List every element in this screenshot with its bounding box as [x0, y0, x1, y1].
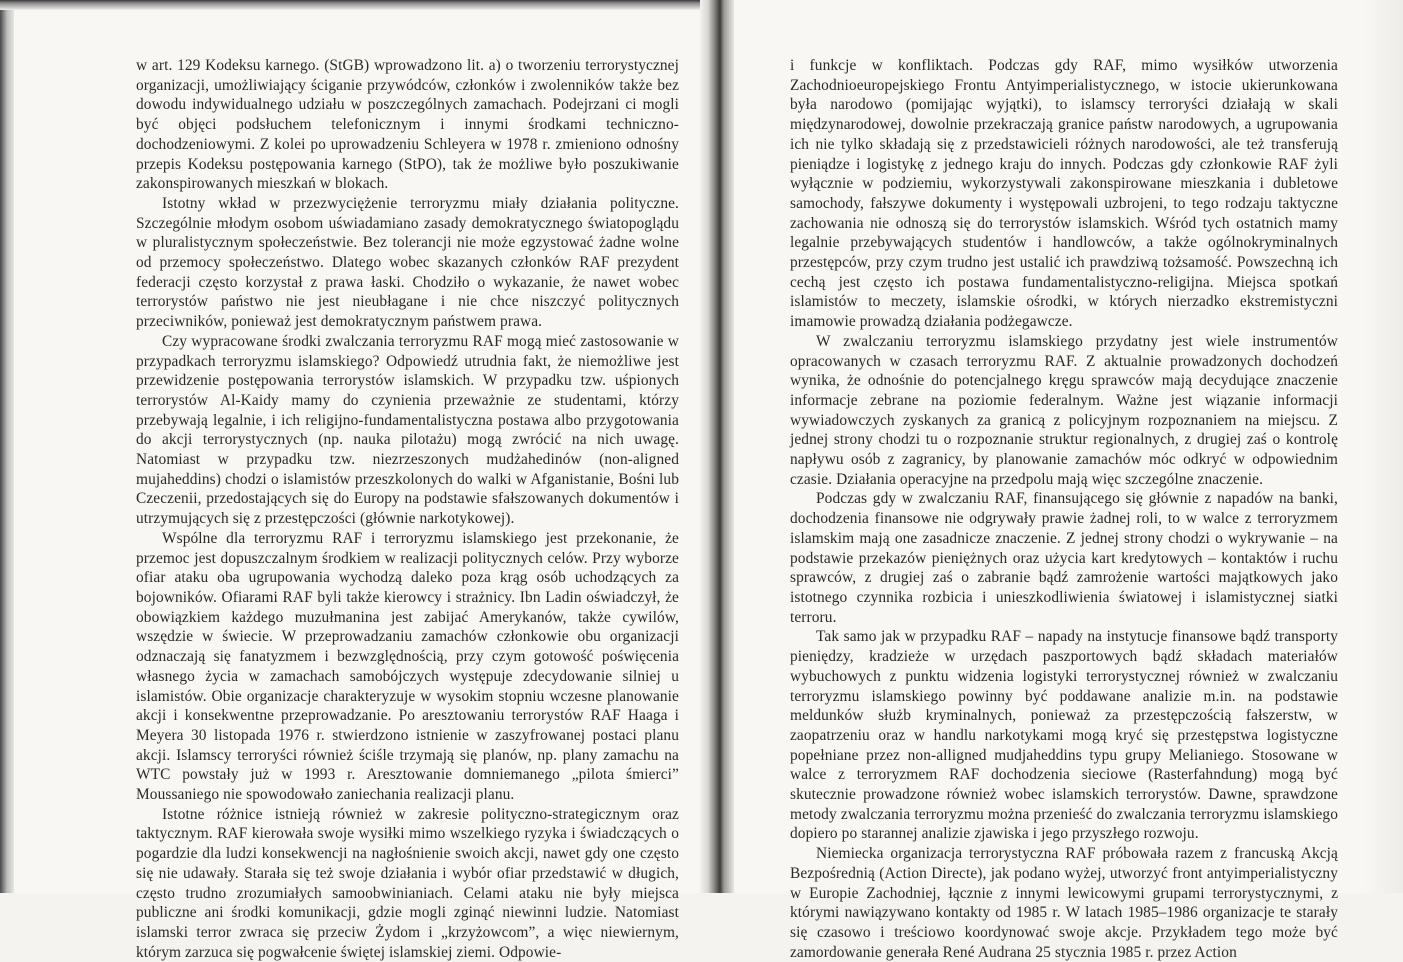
paragraph: W zwalczaniu terroryzmu islamskiego przydatny jest wiele instrumentów opracowanych w czasach terroryzmu RAF. Z aktualnie prowadzonych dochodzeń wynika, że odnośnie do potencjalnego kręgu sprawców mają decydujące znaczenie informacje zebrane na poziomie federalnym. Ważne jest wiązanie informacji wywiadowczych zyskanych za granicą z policyjnym rozpoznaniem na miejscu. Z jednej strony chodzi tu o rozpoznanie struktur regionalnych, z drugiej zaś o kontrolę napływu osób z zagranicy, by planowanie zamachów móc odkryć w odpowiednim czasie. Działania operacyjne na przedpolu mają więc szczególne znaczenie. [790, 332, 1338, 488]
page-edge-shadow [0, 0, 14, 893]
page-edge-fade [1363, 0, 1403, 893]
paragraph: Niemiecka organizacja terrorystyczna RAF próbowała razem z francuską Akcją Bezpośrednią (Action Directe), jak podano wyżej, utworzyć front antyimperialistyczny w Europie Zachodniej, łącznie z innymi lewicowymi grupami terrorystycznymi, z którymi nawiązywano kontakty od 1985 r. W latach 1985–1986 organizacje te starały się czasowo i treściowo koordynować swoje akcje. Przykładem tego może być zamordowanie generała René Audrana 25 stycznia 1985 r. przez Action [790, 845, 1338, 961]
page-top-shadow [0, 0, 708, 10]
paragraph: Czy wypracowane środki zwalczania terroryzmu RAF mogą mieć zastosowanie w przypadkach terroryzmu islamskiego? Odpowiedź utrudnia fakt, że niemożliwe jest przewidzenie postępowania terrorystów islamskich. W przypadku tzw. uśpionych terrorystów Al-Kaidy mamy do czynienia przeważnie ze studentami, którzy przebywają legalnie, i ich religijno-fundamentalistyczna postawa albo przygotowania do akcji terrorystycznych (np. nauka pilotażu) mogą zwrócić na nich uwagę. Natomiast w przypadku tzw. niezrzeszonych mudżahedinów (non-aligned mujaheddins) chodzi o islamistów przeszkolonych do walki w Afganistanie, Bośni lub Czeczenii, przedostających się do Europy na podstawie sfałszowanych dokumentów i utrzymujących się z przestępczości (głównie narkotykowej). [136, 332, 679, 528]
paragraph: i funkcje w konfliktach. Podczas gdy RAF, mimo wysiłków utworzenia Zachodnioeuropejskiego Frontu Antyimperialistycznego, w istocie ukierunkowana była narodowo (pomijając wyjątki), to islamscy terroryści działają w skali międzynarodowej, dowolnie przekraczają granice państw narodowych, a ugrupowania ich nie tylko składają się z przedstawicieli różnych narodowości, ale też transferują pieniądze i logistykę z jednego kraju do innych. Podczas gdy członkowie RAF żyli wyłącznie w podziemiu, wykorzystywali zakonspirowane mieszkania i dubletowe samochody, fałszywe dokumenty i występowali uzbrojeni, to tego rodzaju taktyczne zachowania nie odnoszą się do terrorystów islamskich. Wśród tych ostatnich mamy legalnie przebywających studentów i handlowców, a także ogólnokryminalnych przestępców, przy czym trudno jest ustalić ich prawdziwą tożsamość. Powszechną ich cechą jest często ich postawa fundamentalistyczno-religijna. Miejsca spotkań islamistów to meczety, islamskie ośrodki, w których nierzadko ekstremistyczni imamowie prowadzą działania podżegawcze. [790, 57, 1338, 331]
paragraph: Istotne różnice istnieją również w zakresie polityczno-strategicznym oraz taktycznym. RAF kierowała swoje wysiłki mimo wszelkiego ryzyka i świadczących o pogardzie dla ludzi konsekwencji na nagłośnienie swoich akcji, nawet gdy one często się nie udawały. Starała się też swoje działania i wybór ofiar przedstawić w długich, często trudno zrozumiałych samoobwinianiach. Celami ataku nie były miejsca publiczne ani środki komunikacji, gdzie mogli zginąć niewinni ludzie. Natomiast islamski terror zwraca się przeciw Żydom i „krzyżowcom”, a więc niewiernym, którym zarzuca się pogwałcenie świętej islamskiej ziemi. Odpowie- [136, 805, 679, 961]
paragraph: Istotny wkład w przezwyciężenie terroryzmu miały działania polityczne. Szczególnie młodym osobom uświadamiano zasady demokratycznego światopoglądu w pluralistycznym społeczeństwie. Bez tolerancji nie może egzystować żadne wolne od przemocy społeczeństwo. Dlatego wobec skazanych członków RAF prezydent federacji często korzystał z prawa łaski. Chodziło o wykazanie, że nawet wobec terrorystów państwo nie jest nieubłagane i nie chce niszczyć politycznych przeciwników, ponieważ jest demokratycznym państwem prawa. [136, 194, 679, 331]
left-page-text [136, 56, 679, 962]
right-page-text [790, 56, 1338, 962]
paragraph: Podczas gdy w zwalczaniu RAF, finansującego się głównie z napadów na banki, dochodzenia finansowe nie odgrywały prawie żadnej roli, to w walce z terroryzmem islamskim mają one zasadnicze znaczenie. Z jednej strony chodzi o wykrywanie – na podstawie przekazów pieniężnych oraz użycia kart kredytowych – kontaktów i ruchu sprawców, z drugiej zaś o zabranie bądź zamrożenie wartości majątkowych jako istotnego czynnika rozbicia i unieszkodliwienia światowej i islamistycznej siatki terroru. [790, 490, 1338, 626]
book-gutter [700, 0, 734, 893]
paragraph: w art. 129 Kodeksu karnego. (StGB) wprowadzono lit. a) o tworzeniu terrorystycznej organizacji, umożliwiający ściganie przywódców, członków i zwolenników także bez dowodu indywidualnego udziału w poszczególnych zamachach. Podejrzani ci mogli być objęci podsłuchem telefonicznym i innymi środkami techniczno-dochodzeniowymi. Z kolei po uprowadzeniu Schleyera w 1978 r. zmieniono odnośny przepis Kodeksu postępowania karnego (StPO), tak że możliwe było poszukiwanie zakonspirowanych mieszkań w blokach. [136, 57, 679, 193]
paragraph: Tak samo jak w przypadku RAF – napady na instytucje finansowe bądź transporty pieniędzy, kradzieże w urzędach paszportowych bądź składach materiałów wybuchowych z punktu widzenia logistyki terrorystycznej również w zwalczaniu terroryzmu islamskiego powinny być poddawane analizie m.in. na podstawie meldunków służb kryminalnych, ponieważ za przestępczością fałszerstw, w zaopatrzeniu oraz w handlu narkotykami mogą kryć się przestępstwa logistyczne popełniane przez non-alligned mudjaheddins typu grupy Melianiego. Stosowane w walce z terroryzmem RAF dochodzenia sieciowe (Rasterfahndung) mogą być skutecznie prowadzone również wobec islamskich terrorystów. Dawne, sprawdzone metody zwalczania terroryzmu można przenieść do zwalczania terroryzmu islamskiego dopiero po starannej analizie zjawiska i jego przyszłego rozwoju. [790, 628, 1338, 843]
paragraph: Wspólne dla terroryzmu RAF i terroryzmu islamskiego jest przekonanie, że przemoc jest dopuszczalnym środkiem w realizacji politycznych celów. Przy wyborze ofiar ataku oba ugrupowania wychodzą daleko poza krąg osób uchodzących za bojowników. Ofiarami RAF byli także kierowcy i strażnicy. Ibn Ladin oświadczył, że obowiązkiem każdego muzułmanina jest zabijać Amerykanów, także cywilów, wszędzie w świecie. W przeprowadzaniu zamachów członkowie obu organizacji odznaczają się fanatyzmem i bezwzględnością, przy czym gotowość poświęcenia własnego życia w zamachach samobójczych występuje zdecydowanie silniej u islamistów. Obie organizacje charakteryzuje w wysokim stopniu wczesne planowanie akcji i konsekwentne przeprowadzanie. Po aresztowaniu terrorystów RAF Haaga i Meyera 30 listopada 1976 r. stwierdzono istnienie w zaszyfrowanej postaci planu akcji. Islamscy terroryści również ściśle trzymają się planów, np. plany zamachu na WTC powstały już w 1993 r. Aresztowanie domniemanego „pilota śmierci” Moussaniego nie spowodowało zaniechania realizacji planu. [136, 529, 679, 804]
right-page [708, 0, 1403, 961]
